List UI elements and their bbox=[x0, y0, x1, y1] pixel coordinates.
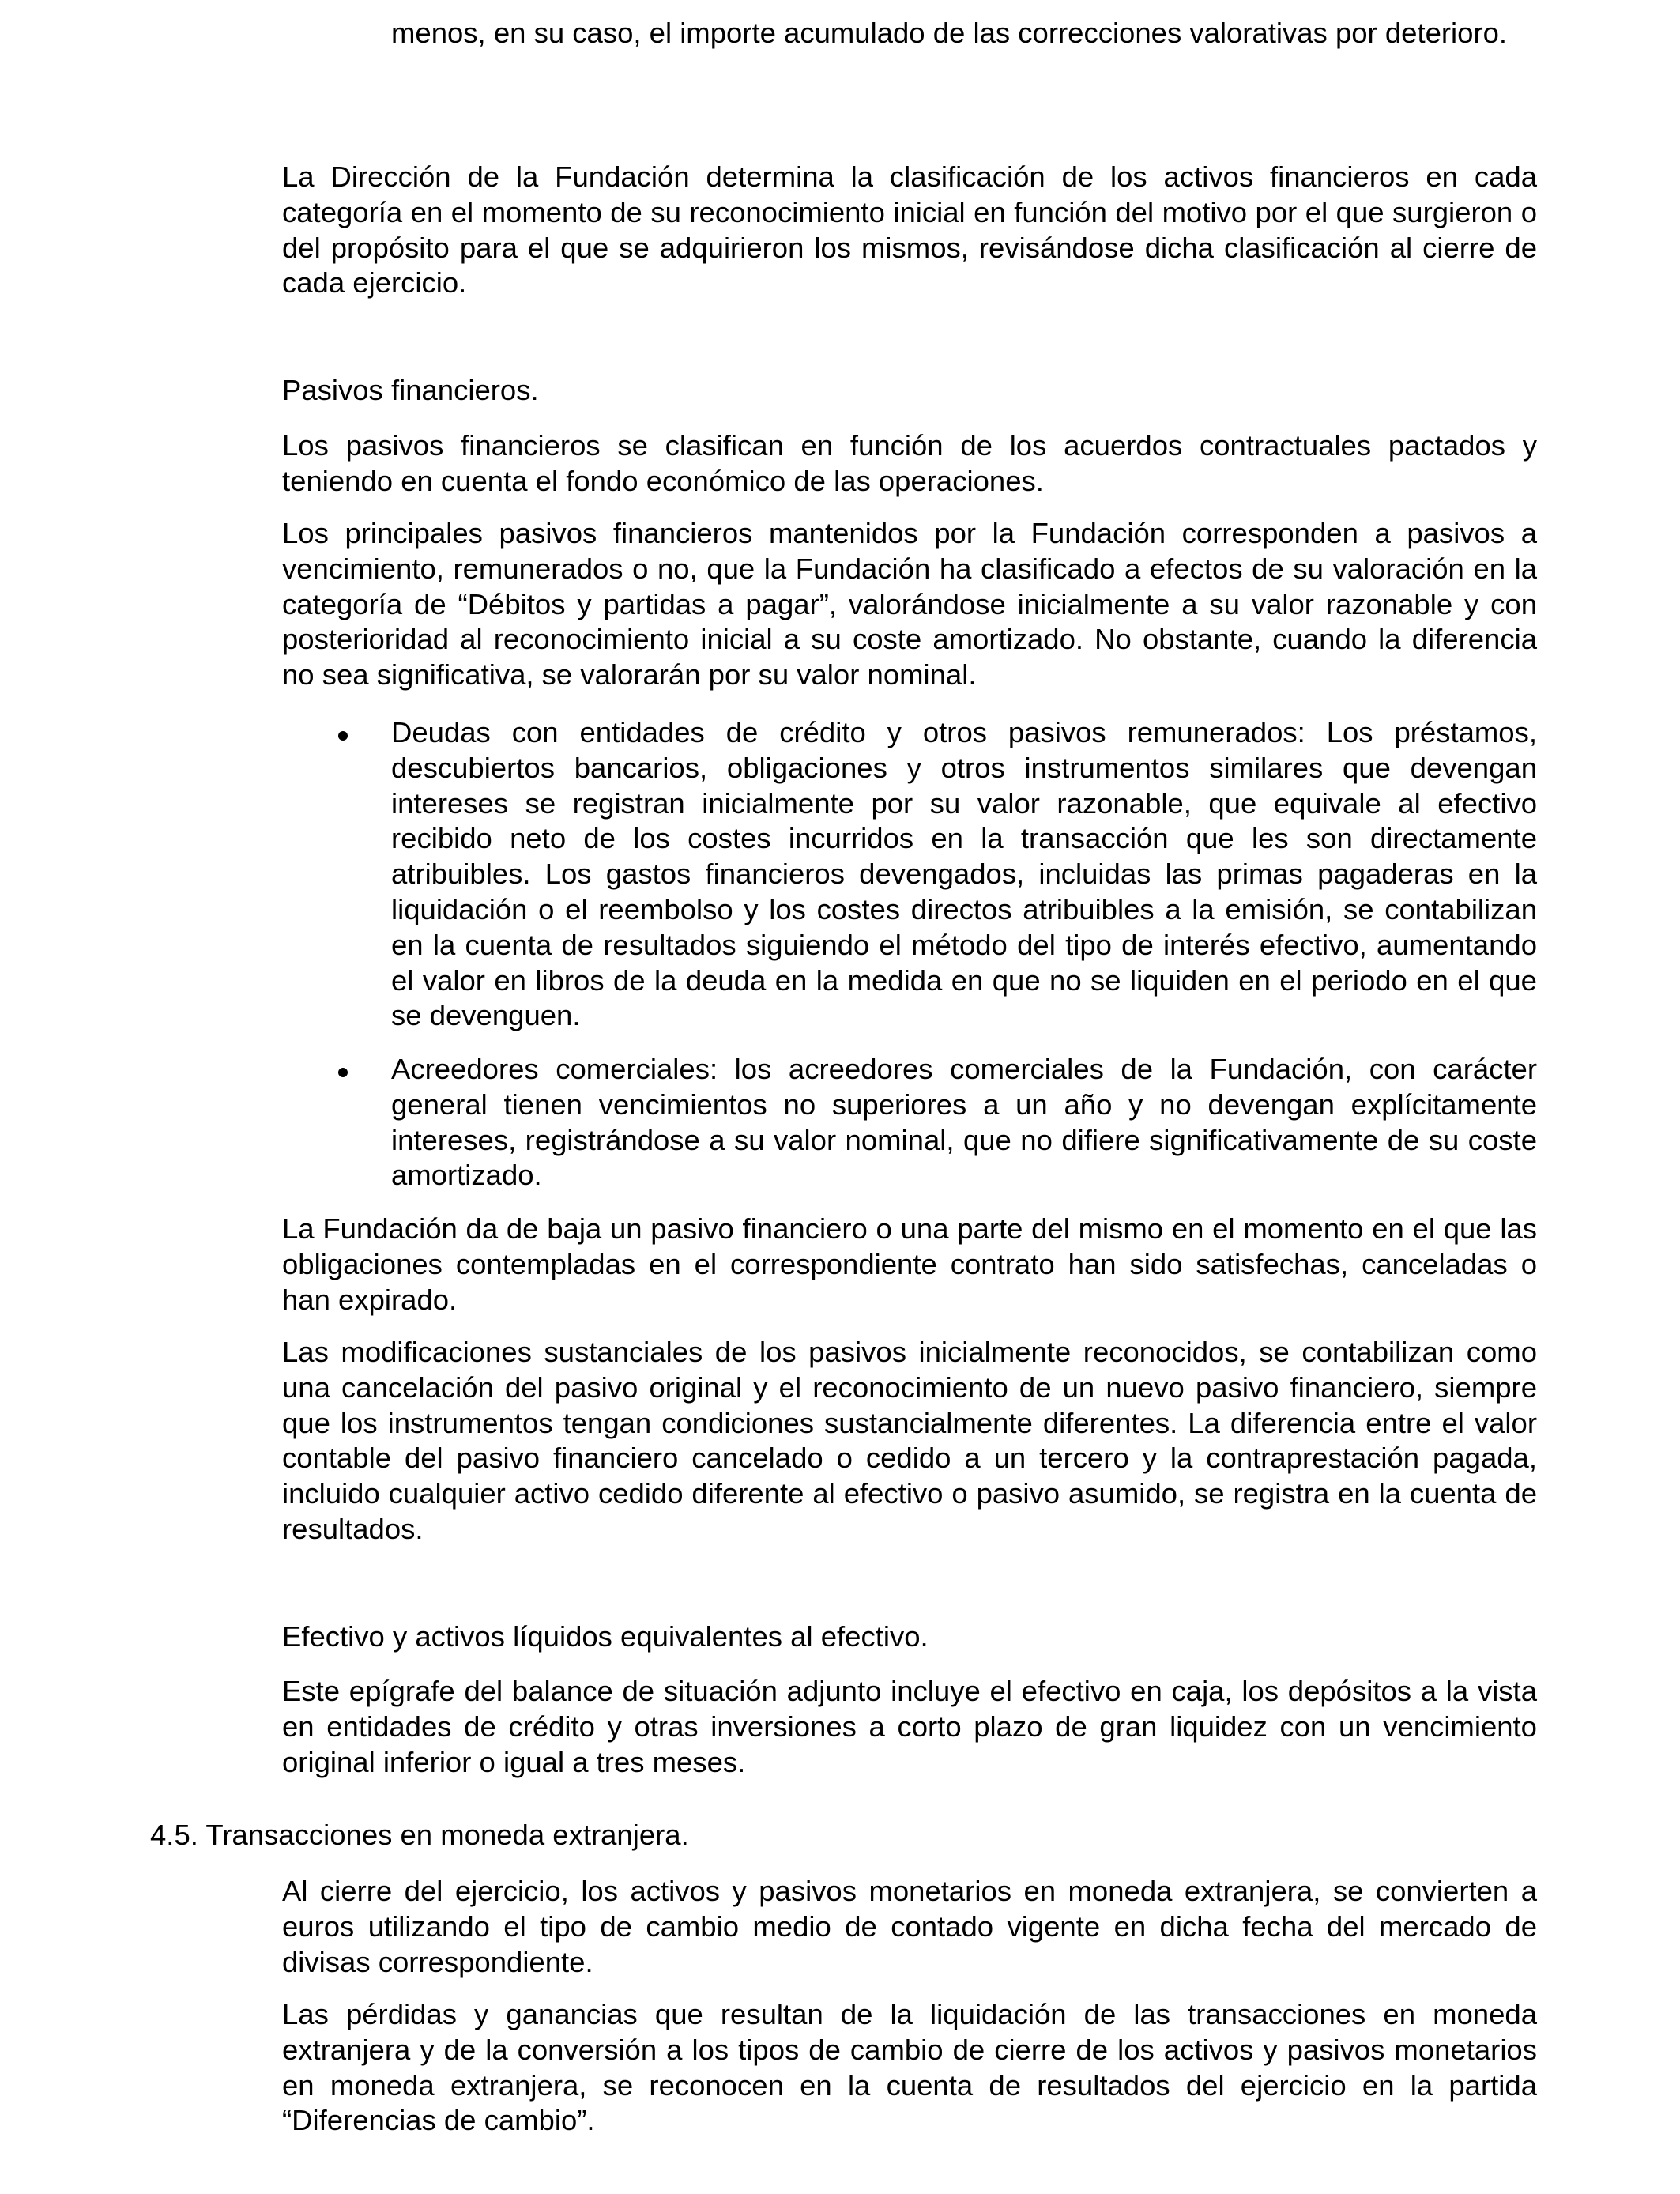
heading-pasivos-financieros: Pasivos financieros. bbox=[282, 374, 539, 406]
bullet-icon bbox=[338, 1068, 348, 1077]
paragraph-continuation: menos, en su caso, el importe acumulado de las correcciones valorativas por deterioro. bbox=[391, 17, 1508, 49]
bullet-icon bbox=[338, 731, 348, 741]
heading-efectivo: Efectivo y activos líquidos equivalentes al efectivo. bbox=[282, 1620, 929, 1653]
bullet-item-acreedores: Acreedores comerciales: los acreedores comerciales de la Fundación, con carácter general tienen vencimientos no superiores a un año y no devengan explícitamente intereses, registrándose a su valor nominal, que no difiere significativamente de su coste amortizado. bbox=[391, 1053, 1537, 1192]
paragraph-clasificacion: La Dirección de la Fundación determina la clasificación de los activos financieros en cada categoría en el momento de su reconocimiento inicial en función del motivo por el que surgieron o del propósito para el que se adquirieron los mismos, revisándose dicha clasificación al cierre de cada ejercicio. bbox=[282, 160, 1537, 300]
bullet-item-deudas: Deudas con entidades de crédito y otros pasivos remunerados: Los préstamos, descubiertos bancarios, obligaciones y otros instrumentos similares que devengan intereses se registran inicialmente por su valor razonable, que equivale al efectivo recibido neto de los costes incurridos en la transacción que les son directamente atribuibles. Los gastos financieros devengados, incluidas las primas pagaderas en la liquidación o el reembolso y los costes directos atribuibles a la emisión, se contabilizan en la cuenta de resultados siguiendo el método del tipo de interés efectivo, aumentando el valor en libros de la deuda en la medida en que no se liquiden en el periodo en el que se devenguen. bbox=[391, 716, 1537, 1032]
paragraph-moneda-1: Al cierre del ejercicio, los activos y pasivos monetarios en moneda extranjera, se convierten a euros utilizando el tipo de cambio medio de contado vigente en dicha fecha del mercado de divisas correspondiente. bbox=[282, 1875, 1537, 1978]
paragraph-modificaciones: Las modificaciones sustanciales de los pasivos inicialmente reconocidos, se contabilizan como una cancelación del pasivo original y el reconocimiento de un nuevo pasivo financiero, siempre que los instrumentos tengan condiciones sustancialmente diferentes. La diferencia entre el valor contable del pasivo financiero cancelado o cedido a un tercero y la contraprestación pagada, incluido cualquier activo cedido diferente al efectivo o pasivo asumido, se registra en la cuenta de resultados. bbox=[282, 1336, 1537, 1545]
paragraph-pasivos-1: Los pasivos financieros se clasifican en función de los acuerdos contractuales pactados y teniendo en cuenta el fondo económico de las operaciones. bbox=[282, 429, 1537, 497]
paragraph-efectivo: Este epígrafe del balance de situación adjunto incluye el efectivo en caja, los depósitos a la vista en entidades de crédito y otras inversiones a corto plazo de gran liquidez con un vencimiento original inferior o igual a tres meses. bbox=[282, 1675, 1537, 1778]
section-heading-4-5: 4.5. Transacciones en moneda extranjera. bbox=[150, 1819, 689, 1851]
paragraph-moneda-2: Las pérdidas y ganancias que resultan de la liquidación de las transacciones en moneda extranjera y de la conversión a los tipos de cambio de cierre de los activos y pasivos monetarios en moneda extranjera, se reconocen en la cuenta de resultados del ejercicio en la partida “Diferencias de cambio”. bbox=[282, 1998, 1537, 2137]
paragraph-baja: La Fundación da de baja un pasivo financiero o una parte del mismo en el momento en el que las obligaciones contempladas en el correspondiente contrato han sido satisfechas, canceladas o han expirado. bbox=[282, 1212, 1537, 1316]
paragraph-pasivos-2: Los principales pasivos financieros mantenidos por la Fundación corresponden a pasivos a vencimiento, remunerados o no, que la Fundación ha clasificado a efectos de su valoración en la categoría de “Débitos y partidas a pagar”, valorándose inicialmente a su valor razonable y con posterioridad al reconocimiento inicial a su coste amortizado. No obstante, cuando la diferencia no sea significativa, se valorarán por su valor nominal. bbox=[282, 517, 1537, 692]
